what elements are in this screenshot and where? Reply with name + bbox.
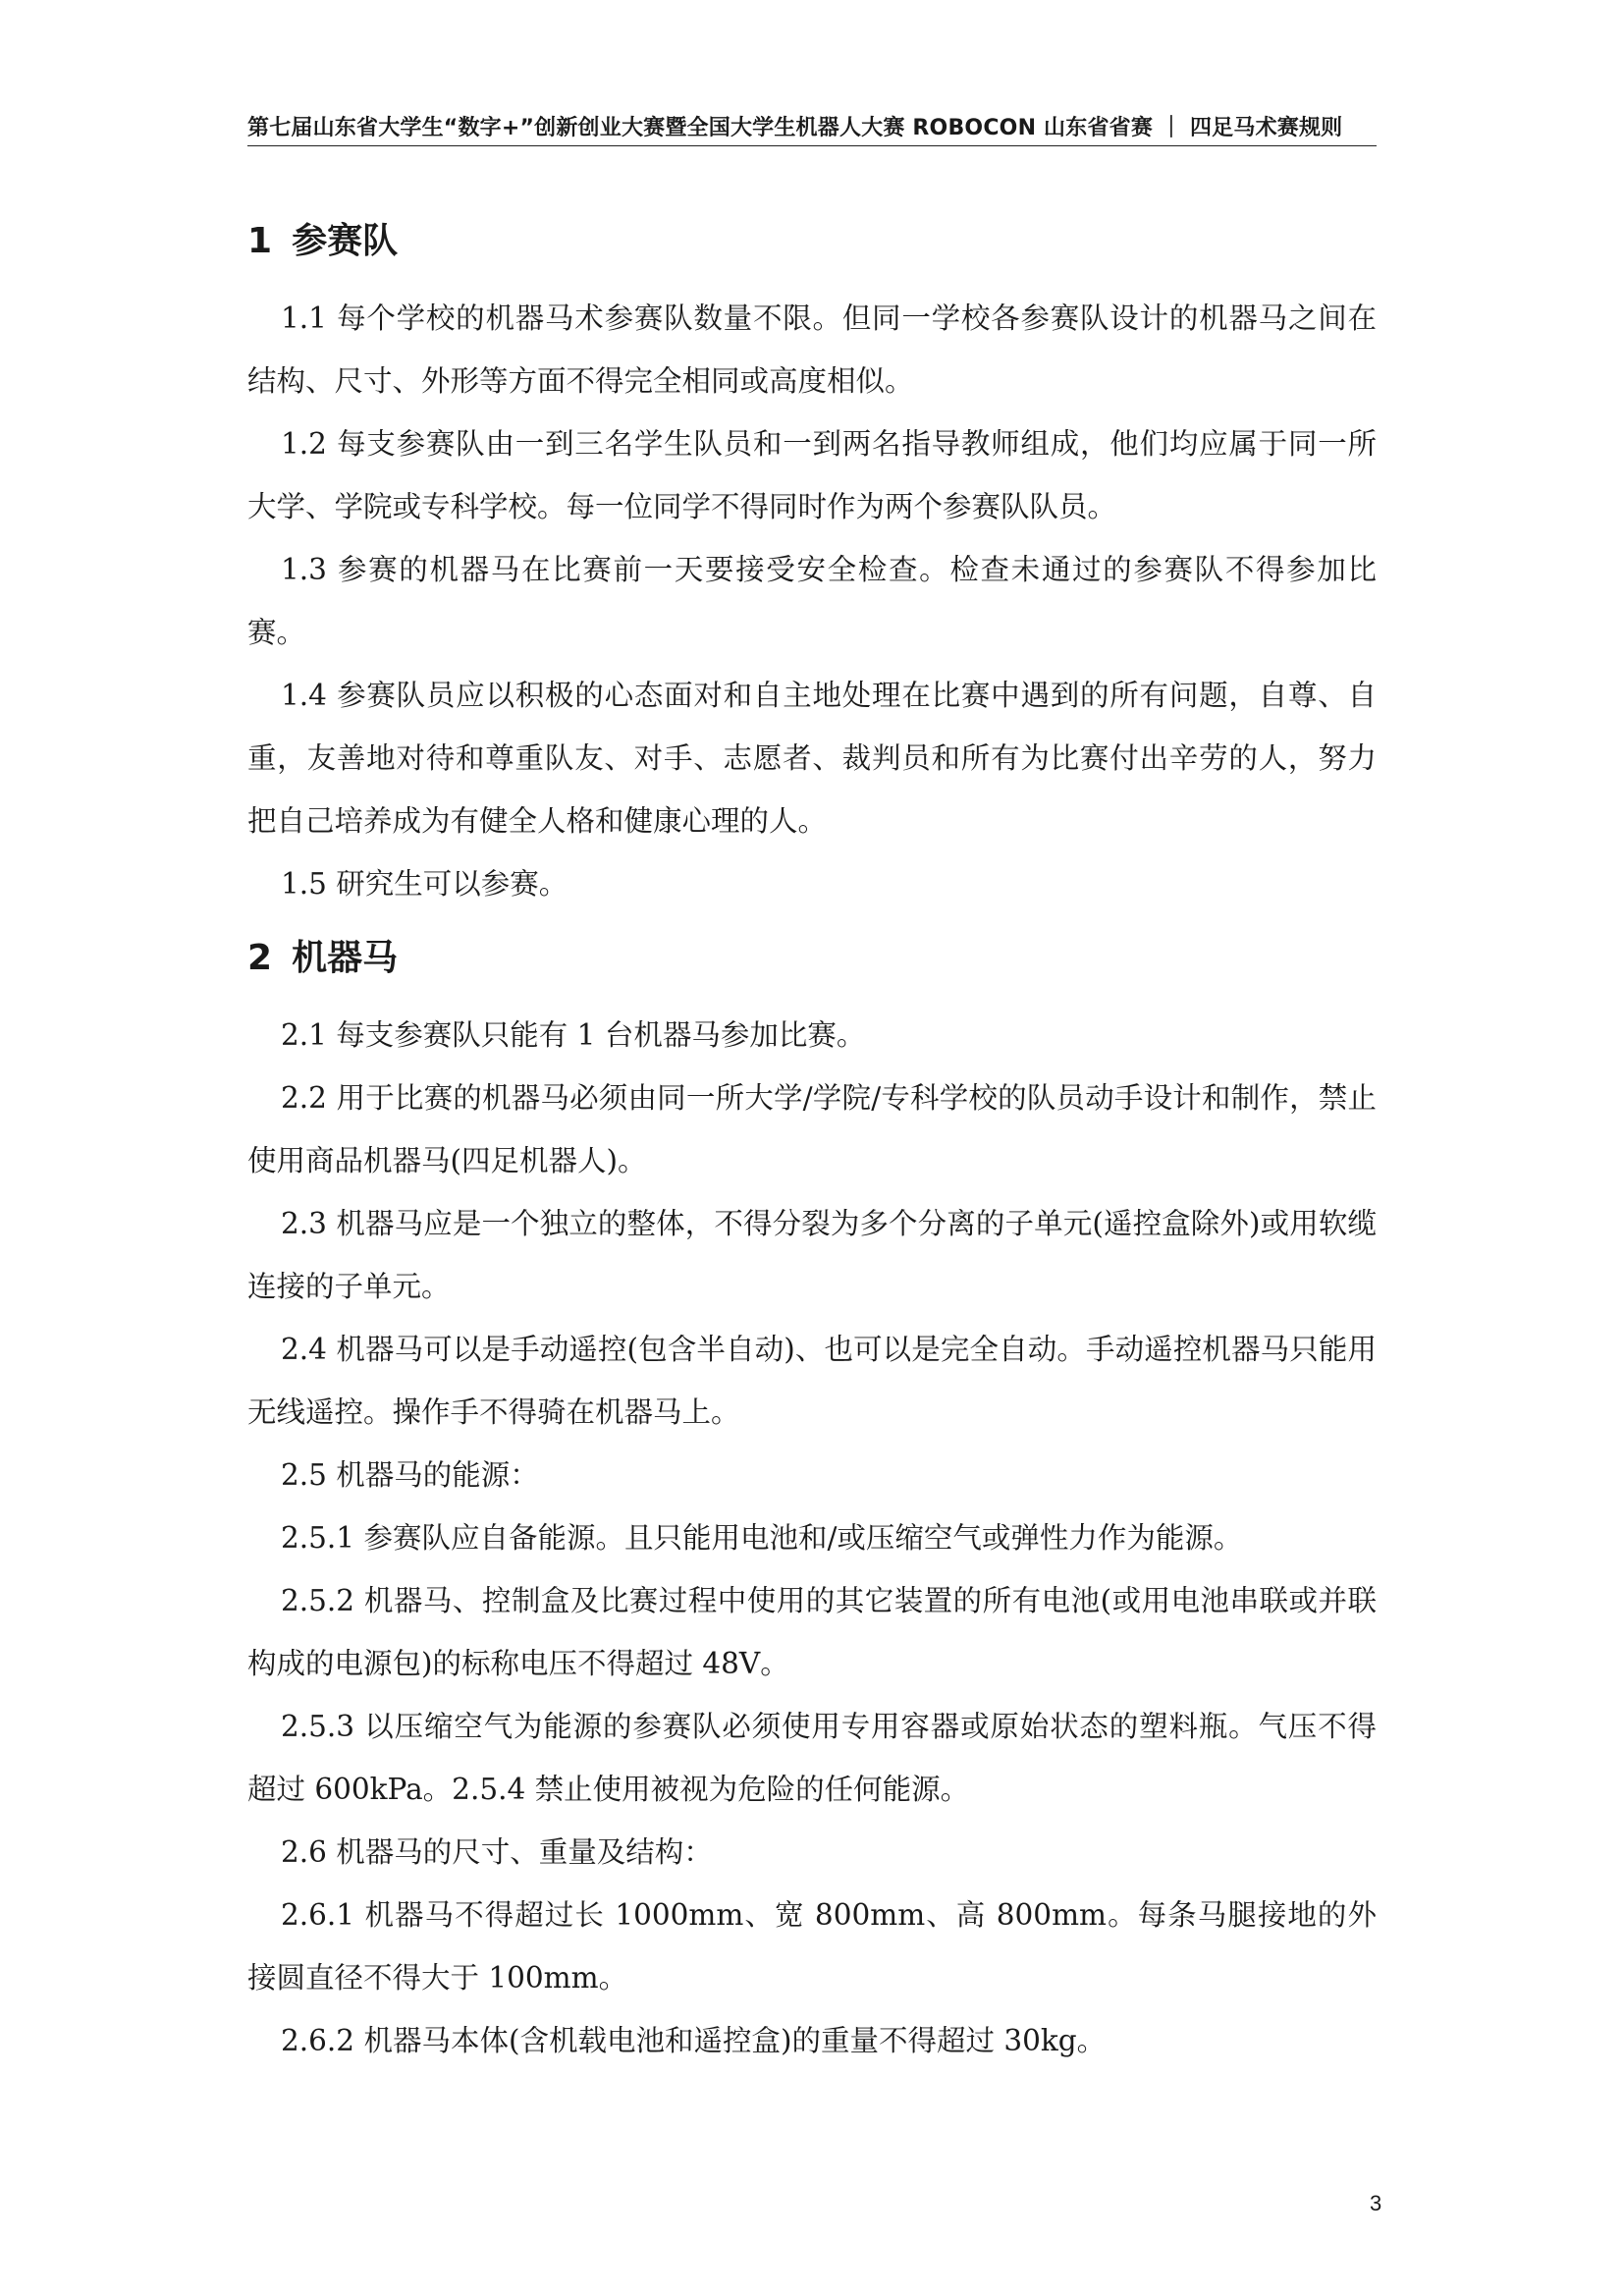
paragraph-2-6-2: 2.6.2 机器马本体(含机载电池和遥控盒)的重量不得超过 30kg。: [281, 2024, 1107, 2057]
document-body: [247, 196, 1377, 2072]
paragraph-2-5-1: 2.5.1 参赛队应自备能源。且只能用电池和/或压缩空气或弹性力作为能源。: [281, 1521, 1243, 1555]
page-number: 3: [1370, 2191, 1382, 2215]
paragraph-1-1: 1.1 每个学校的机器马术参赛队数量不限。但同一学校各参赛队设计的机器马之间在结构、尺寸、外形等方面不得完全相同或高度相似。: [247, 301, 1377, 398]
paragraph-2-1: 2.1 每支参赛队只能有 1 台机器马参加比赛。: [281, 1018, 866, 1052]
paragraph-1-5: 1.5 研究生可以参赛。: [281, 867, 568, 901]
paragraph-1-4: 1.4 参赛队员应以积极的心态面对和自主地处理在比赛中遇到的所有问题，自尊、自重，友善地对待和尊重队友、对手、志愿者、裁判员和所有为比赛付出辛劳的人，努力把自己培养成为有健全人格和健康心理的人。: [247, 679, 1377, 838]
paragraph-2-6: 2.6 机器马的尺寸、重量及结构：: [281, 1835, 713, 1869]
paragraph-2-5: 2.5 机器马的能源：: [281, 1458, 539, 1492]
paragraph-1-2: 1.2 每支参赛队由一到三名学生队员和一到两名指导教师组成，他们均应属于同一所大学、学院或专科学校。每一位同学不得同时作为两个参赛队队员。: [247, 427, 1377, 523]
section-number: 2: [247, 938, 273, 978]
paragraph-2-5-2: 2.5.2 机器马、控制盒及比赛过程中使用的其它装置的所有电池(或用电池串联或并联构成的电源包)的标称电压不得超过 48V。: [247, 1584, 1377, 1680]
section-title: 参赛队: [292, 221, 399, 261]
running-header: 第七届山东省大学生“数字+”创新创业大赛暨全国大学生机器人大赛 ROBOCON 山东省省赛 ｜ 四足马术赛规则: [247, 116, 1343, 140]
section-title: 机器马: [292, 938, 399, 978]
header-divider: [247, 145, 1377, 146]
section-heading-2: [247, 935, 1377, 982]
section-number: 1: [247, 221, 273, 261]
paragraph-2-3: 2.3 机器马应是一个独立的整体，不得分裂为多个分离的子单元(遥控盒除外)或用软缆连接的子单元。: [247, 1207, 1377, 1303]
paragraph-2-6-1: 2.6.1 机器马不得超过长 1000mm、宽 800mm、高 800mm。每条马腿接地的外接圆直径不得大于 100mm。: [247, 1898, 1377, 1995]
paragraph-2-4: 2.4 机器马可以是手动遥控(包含半自动)、也可以是完全自动。手动遥控机器马只能用无线遥控。操作手不得骑在机器马上。: [247, 1333, 1377, 1429]
section-heading-1: [247, 218, 1377, 265]
paragraph-2-5-3: 2.5.3 以压缩空气为能源的参赛队必须使用专用容器或原始状态的塑料瓶。气压不得超过 600kPa。2.5.4 禁止使用被视为危险的任何能源。: [247, 1710, 1377, 1806]
paragraph-1-3: 1.3 参赛的机器马在比赛前一天要接受安全检查。检查未通过的参赛队不得参加比赛。: [247, 553, 1377, 649]
paragraph-2-2: 2.2 用于比赛的机器马必须由同一所大学/学院/专科学校的队员动手设计和制作，禁止使用商品机器马(四足机器人)。: [247, 1081, 1377, 1177]
